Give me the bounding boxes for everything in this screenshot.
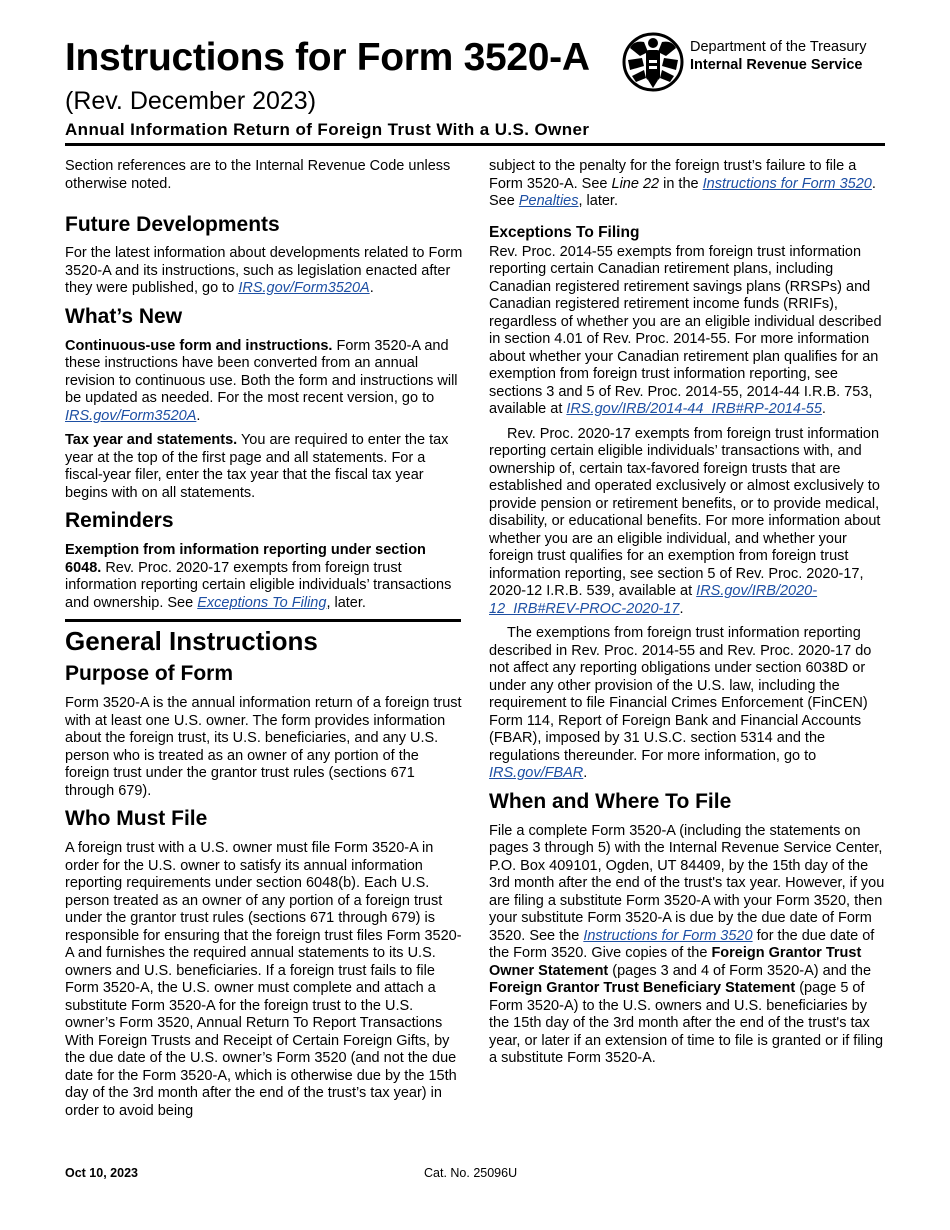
when-and-where-heading: When and Where To File bbox=[489, 789, 732, 813]
who-must-file-text: A foreign trust with a U.S. owner must file Form 3520-A in order for the U.S. owner to satisfy its annual information reporting requirements under section 6048(b). Each U.S. person treated as an owner of any portion of a foreign trust under the grantor trust rules (sections 671 through 679) is responsible for ensuring that the foreign trust files Form 3520-A and furnishes the required annual statements to its U.S. owners and U.S. beneficiaries. If a foreign trust fails to file Form 3520-A, the U.S. owner must complete and attach a substitute Form 3520-A for the foreign trust to the U.S. owner’s Form 3520, Annual Return To Report Transactions With Foreign Trusts and Receipt of Certain Foreign Gifts, by the due date of the U.S. owner’s Form 3520 (and not the due date for the Form 3520-A, which is otherwise due by the 15th day of the 3rd month after the end of the trust’s tax year) in order to avoid being bbox=[65, 840, 462, 1119]
document-subtitle: Annual Information Return of Foreign Trust With a U.S. Owner bbox=[65, 120, 590, 139]
agency-irs: Internal Revenue Service bbox=[690, 57, 863, 73]
agency-department: Department of the Treasury bbox=[690, 39, 867, 55]
future-developments-text: For the latest information about developments related to Form 3520-A and its instructions, such as legislation enacted after they were published, go to IRS.gov/Form3520A. bbox=[65, 245, 463, 296]
irb-2014-44-link[interactable]: IRS.gov/IRB/2014-44_IRB#RP-2014-55 bbox=[566, 401, 822, 417]
irb-2020-12-link[interactable]: IRS.gov/IRB/2020-12_IRB#REV-PROC-2020-17 bbox=[489, 583, 818, 617]
header-divider bbox=[65, 143, 885, 146]
exemption-paragraph: Exemption from information reporting under section 6048. Rev. Proc. 2020-17 exempts from foreign trust information reporting certain eligible individuals’ transactions and ownership. See Exceptions To Filing, later. bbox=[65, 542, 452, 611]
document-title: Instructions for Form 3520-A bbox=[65, 36, 590, 79]
right-column bbox=[489, 158, 887, 1075]
instructions-form-3520-link-2[interactable]: Instructions for Form 3520 bbox=[583, 927, 753, 944]
purpose-of-form-text: Form 3520-A is the annual information return of a foreign trust with at least one U.S. owner. The form provides information about the foreign trust, its U.S. beneficiaries, and any U.S. person who is treated as an owner of any portion of the foreign trust under the grantor trust rules (sections 671 through 679). bbox=[65, 695, 462, 799]
exceptions-paragraph-1: Rev. Proc. 2014-55 exempts from foreign trust information reporting certain Canadian retirement plans, including Canadian registered retirement savings plans (RRSPs) and Canadian registered retirement income funds (RRIFs), regardless of whether you are an eligible individual described in section 4.01 of Rev. Proc. 2014-55. For more information about whether your Canadian retirement plan qualifies for an exemption from foreign trust information reporting, see sections 3 and 5 of Rev. Proc. 2014-55, 2014-44 I.R.B. 753, available at IRS.gov/IRB/2014-44_IRB#RP-2014-55. bbox=[489, 243, 882, 417]
purpose-of-form-heading: Purpose of Form bbox=[65, 662, 234, 685]
general-instructions-heading: General Instructions bbox=[65, 626, 318, 656]
reminders-heading: Reminders bbox=[65, 509, 174, 532]
penalties-link[interactable]: Penalties bbox=[518, 193, 579, 209]
whats-new-heading: What’s New bbox=[65, 304, 183, 328]
revision-date: (Rev. December 2023) bbox=[65, 87, 317, 115]
agency-name bbox=[690, 38, 867, 74]
left-column bbox=[65, 158, 463, 1127]
irs-form3520a-link-2[interactable]: IRS.gov/Form3520A bbox=[65, 407, 197, 424]
exceptions-paragraph-2: Rev. Proc. 2020-17 exempts from foreign trust information reporting certain eligible individuals’ transactions with, and ownership of, certain tax-favored foreign trusts that are established and operated exclusively or almost exclusively to provide pension or retirement benefits, or to provide medical, disability, or educational benefits. For more information about whether you are an eligible individual, and whether your foreign trust qualifies for an exemption from foreign trust information reporting, see section 5 of Rev. Proc. 2020-17, 2020-12 I.R.B. 539, available at IRS.gov/IRB/2020-12_IRB#REV-PROC-2020-17. bbox=[489, 425, 881, 617]
tax-year-paragraph: Tax year and statements. You are required to enter the tax year at the top of the first page and all statements. For a fiscal-year filer, enter the tax year that the fiscal tax year begins with on all statements. bbox=[65, 432, 449, 501]
continued-paragraph: subject to the penalty for the foreign trust’s failure to file a Form 3520-A. See Line 22 in the Instructions for Form 3520. See Penalties, later. bbox=[489, 158, 876, 209]
irs-eagle-logo-icon bbox=[622, 30, 685, 92]
irs-fbar-link[interactable]: IRS.gov/FBAR bbox=[489, 765, 584, 781]
when-and-where-text: File a complete Form 3520-A (including the statements on pages 3 through 5) with the Internal Revenue Service Center, P.O. Box 409101, Ogden, UT 84409, by the 15th day of the 3rd month after the end of the trust's tax year. However, if you are filing a substitute Form 3520-A with your Form 3520, then your substitute Form 3520-A is due by the due date of Form 3520. See the Instructions for Form 3520 for the due date of the Form 3520. Give copies of the Foreign Grantor Trust Owner Statement (pages 3 and 4 of Form 3520-A) and the Foreign Grantor Trust Beneficiary Statement (page 5 of Form 3520-A) to the U.S. owners and U.S. beneficiaries by the 15th day of the 3rd month after the end of the trust's tax year, or later if an extension of time to file is granted or if filing a substitute Form 3520-A. bbox=[489, 822, 885, 1066]
exceptions-to-filing-heading: Exceptions To Filing bbox=[489, 223, 640, 241]
footer-date: Oct 10, 2023 bbox=[65, 1166, 138, 1180]
intro-text: Section references are to the Internal Revenue Code unless otherwise noted. bbox=[65, 158, 451, 192]
catalog-number: Cat. No. 25096U bbox=[424, 1166, 518, 1180]
future-developments-heading: Future Developments bbox=[65, 213, 280, 236]
instructions-form-3520-link[interactable]: Instructions for Form 3520 bbox=[702, 175, 872, 192]
continuous-use-paragraph: Continuous-use form and instructions. Form 3520-A and these instructions have been converted from an annual revision to continuous use. Both the form and instructions will be updated as needed. For the most recent version, go to IRS.gov/Form3520A. bbox=[65, 337, 458, 424]
who-must-file-heading: Who Must File bbox=[65, 807, 208, 830]
exceptions-paragraph-3: The exemptions from foreign trust information reporting described in Rev. Proc. 2014-55 and Rev. Proc. 2020-17 do not affect any reporting obligations under section 6038D or under any other provision of the U.S. law, including the requirement to file Financial Crimes Enforcement (FinCEN) Form 114, Report of Foreign Bank and Financial Accounts (FBAR), imposed by 31 U.S.C. section 5314 and the regulations thereunder. For more information, go to IRS.gov/FBAR. bbox=[489, 625, 872, 781]
irs-form3520a-link[interactable]: IRS.gov/Form3520A bbox=[238, 280, 370, 296]
exceptions-to-filing-link[interactable]: Exceptions To Filing bbox=[197, 594, 327, 611]
